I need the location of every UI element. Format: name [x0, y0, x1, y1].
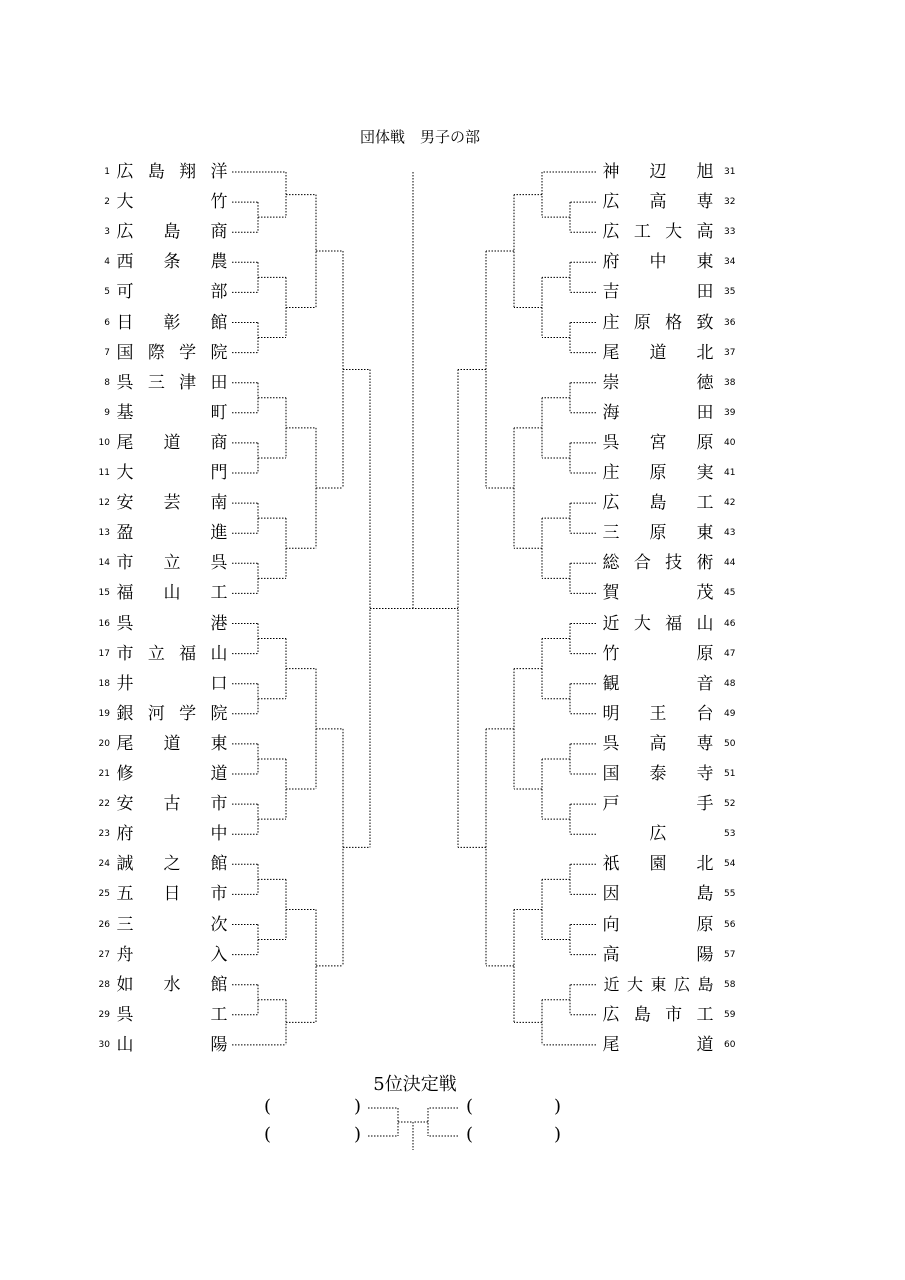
- team-seed: 53: [724, 829, 736, 840]
- team-name: 広: [649, 824, 667, 845]
- team-seed: 47: [724, 648, 736, 659]
- fifth-close-paren-1: ): [354, 1096, 362, 1117]
- team-seed: 14: [98, 558, 110, 569]
- fifth-open-paren-4: (: [466, 1124, 474, 1145]
- team-seed: 52: [724, 799, 736, 810]
- team-seed: 6: [104, 317, 110, 328]
- team-seed: 7: [104, 347, 110, 358]
- team-seed: 2: [104, 197, 110, 208]
- team-name: 近 大 東 広 島: [603, 974, 713, 994]
- team-name: 因 島: [602, 884, 714, 905]
- team-seed: 11: [98, 468, 110, 478]
- team-seed: 38: [724, 377, 736, 388]
- team-name: 竹 原: [602, 643, 714, 664]
- team-name: 舟 入: [116, 944, 228, 965]
- team-name: 呉 三 津 田: [116, 372, 228, 393]
- team-name: 安 古 市: [116, 794, 228, 815]
- team-name: 盈 進: [116, 523, 228, 544]
- team-name: 府 中 東: [602, 252, 714, 273]
- team-name: 祇 園 北: [602, 854, 714, 875]
- team-name: 広 高 専: [602, 192, 714, 213]
- team-name: 福 山 工: [116, 583, 228, 604]
- team-name: 西 条 農: [116, 252, 228, 273]
- team-name: 呉 宮 原: [602, 432, 714, 453]
- fifth-open-paren-3: (: [466, 1096, 474, 1117]
- team-name: 山 陽: [116, 1034, 228, 1055]
- team-name: 尾 道 商: [116, 432, 228, 453]
- team-name: 広 工 大 高: [602, 222, 714, 243]
- team-seed: 22: [98, 799, 110, 810]
- team-seed: 24: [98, 859, 110, 870]
- team-name: 尾 道 北: [602, 342, 714, 363]
- team-seed: 17: [98, 648, 110, 659]
- team-name: 明 王 台: [602, 703, 714, 724]
- team-name: 呉 港: [116, 613, 228, 634]
- team-name: 大 竹: [116, 192, 228, 213]
- team-seed: 31: [724, 167, 736, 177]
- team-name: 戸 手: [602, 794, 714, 815]
- team-seed: 19: [98, 708, 110, 719]
- team-name: 安 芸 南: [116, 493, 228, 514]
- team-seed: 30: [98, 1039, 110, 1050]
- page-title: 団体戦 男子の部: [359, 128, 480, 146]
- team-seed: 13: [98, 528, 110, 539]
- team-seed: 29: [98, 1009, 110, 1020]
- team-seed: 34: [724, 257, 736, 268]
- team-name: 呉 高 専: [602, 733, 714, 754]
- team-seed: 57: [724, 949, 736, 960]
- team-seed: 23: [98, 829, 110, 840]
- team-seed: 54: [724, 859, 736, 870]
- team-seed: 26: [98, 919, 110, 930]
- team-seed: 59: [724, 1009, 736, 1020]
- team-name: 市 立 福 山: [116, 643, 228, 664]
- team-name: 銀 河 学 院: [116, 703, 228, 724]
- team-name: 府 中: [116, 824, 228, 845]
- team-seed: 8: [104, 377, 110, 388]
- team-name: 広 島 工: [602, 493, 714, 514]
- team-name: 尾 道 東: [116, 733, 228, 754]
- team-name: 観 音: [602, 673, 714, 694]
- team-name: 高 陽: [602, 944, 714, 965]
- team-name: 呉 工: [116, 1004, 228, 1025]
- team-seed: 25: [98, 889, 110, 900]
- team-seed: 12: [98, 498, 110, 509]
- team-name: 崇 徳: [602, 372, 714, 393]
- team-seed: 28: [98, 979, 110, 990]
- team-seed: 27: [98, 949, 110, 960]
- team-seed: 51: [724, 769, 736, 779]
- team-seed: 50: [724, 738, 736, 749]
- team-name: 大 門: [116, 463, 228, 483]
- fifth-open-paren-2: (: [264, 1124, 272, 1145]
- team-name: 基 町: [116, 402, 228, 423]
- team-name: 庄 原 実: [602, 463, 714, 483]
- fifth-close-paren-4: ): [554, 1124, 562, 1145]
- team-seed: 16: [98, 618, 110, 629]
- team-seed: 45: [724, 588, 736, 599]
- team-name: 向 原: [602, 914, 714, 935]
- team-name: 国 泰 寺: [602, 764, 714, 784]
- team-seed: 42: [724, 498, 736, 509]
- team-seed: 21: [98, 769, 110, 779]
- team-seed: 37: [724, 347, 736, 358]
- fifth-open-paren-1: (: [264, 1096, 272, 1117]
- team-seed: 18: [98, 678, 110, 689]
- team-name: 三 原 東: [602, 523, 714, 544]
- team-seed: 39: [724, 407, 736, 418]
- team-name: 広 島 商: [116, 222, 228, 243]
- team-seed: 48: [724, 678, 736, 689]
- team-seed: 49: [724, 708, 736, 719]
- team-name: 近 大 福 山: [602, 613, 714, 634]
- team-seed: 43: [724, 528, 736, 539]
- team-name: 広 島 市 工: [602, 1004, 714, 1025]
- team-name: 総 合 技 術: [602, 553, 714, 574]
- team-seed: 10: [98, 437, 110, 448]
- team-seed: 3: [104, 227, 110, 238]
- team-name: 日 彰 館: [116, 312, 228, 333]
- fifth-close-paren-2: ): [354, 1124, 362, 1145]
- team-seed: 1: [104, 167, 110, 177]
- team-seed: 60: [724, 1039, 736, 1050]
- team-seed: 9: [104, 407, 110, 418]
- team-seed: 20: [98, 738, 110, 749]
- team-name: 賀 茂: [602, 583, 714, 604]
- team-name: 神 辺 旭: [602, 162, 714, 182]
- team-name: 海 田: [602, 402, 714, 423]
- team-seed: 58: [724, 979, 736, 990]
- team-name: 誠 之 館: [116, 854, 228, 875]
- team-name: 広 島 翔 洋: [116, 162, 228, 182]
- team-seed: 44: [724, 558, 736, 569]
- team-name: 庄 原 格 致: [602, 312, 714, 333]
- team-seed: 56: [724, 919, 736, 930]
- team-seed: 55: [724, 889, 736, 900]
- team-seed: 32: [724, 197, 736, 208]
- team-seed: 5: [104, 287, 110, 298]
- team-name: 五 日 市: [116, 884, 228, 905]
- team-seed: 35: [724, 287, 736, 298]
- team-seed: 36: [724, 317, 736, 328]
- team-name: 国 際 学 院: [116, 342, 228, 363]
- team-name: 井 口: [116, 673, 228, 694]
- team-name: 可 部: [116, 282, 228, 303]
- team-seed: 46: [724, 618, 736, 629]
- team-name: 尾 道: [602, 1034, 714, 1055]
- fifth-place-title: 5位決定戦: [373, 1074, 457, 1095]
- fifth-close-paren-3: ): [554, 1096, 562, 1117]
- team-name: 市 立 呉: [116, 553, 228, 574]
- team-name: 三 次: [116, 914, 228, 935]
- team-seed: 40: [724, 437, 736, 448]
- team-seed: 4: [104, 257, 110, 268]
- team-name: 修 道: [116, 764, 228, 784]
- team-seed: 41: [724, 468, 736, 478]
- team-name: 如 水 館: [116, 974, 228, 995]
- team-seed: 15: [98, 588, 110, 599]
- team-seed: 33: [724, 227, 736, 238]
- team-name: 吉 田: [602, 282, 714, 303]
